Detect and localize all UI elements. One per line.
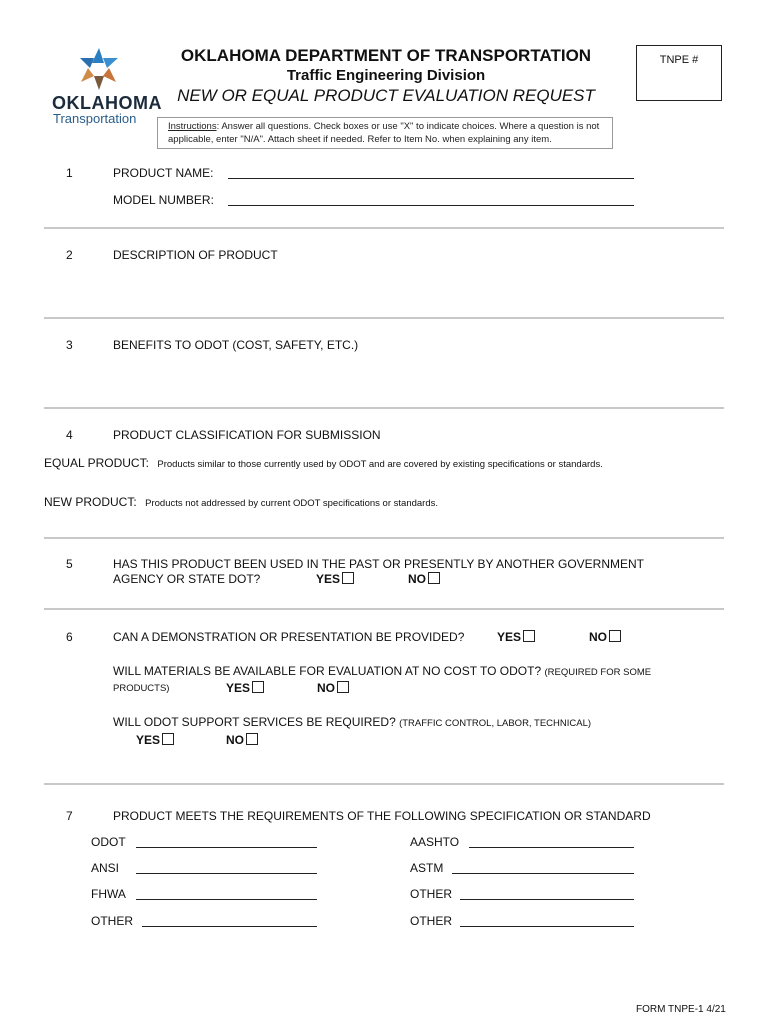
support-note: (TRAFFIC CONTROL, LABOR, TECHNICAL)	[399, 718, 592, 729]
model-number-label: MODEL NUMBER:	[113, 193, 214, 207]
no-checkbox[interactable]	[337, 681, 349, 693]
new-product-desc: Products not addressed by current ODOT specifications or standards.	[145, 498, 439, 509]
no-label: NO	[317, 681, 335, 695]
support-question	[113, 715, 591, 729]
aashto-label: AASHTO	[410, 835, 460, 849]
page-title: OKLAHOMA DEPARTMENT OF TRANSPORTATION	[180, 46, 592, 65]
aashto-field[interactable]	[469, 847, 634, 848]
instructions-label: Instructions	[168, 121, 217, 132]
fhwa-label: FHWA	[91, 887, 126, 901]
yes-checkbox[interactable]	[252, 681, 264, 693]
item-number-5: 5	[66, 557, 73, 571]
no-label: NO	[226, 733, 244, 747]
other-label-2: OTHER	[91, 914, 133, 928]
materials-no-option[interactable]	[317, 681, 349, 695]
tnpe-number-box[interactable]	[636, 45, 722, 101]
benefits-label: BENEFITS TO ODOT (COST, SAFETY, ETC.)	[113, 338, 359, 352]
item-number-6: 6	[66, 630, 73, 644]
section-divider	[44, 608, 724, 610]
ansi-field[interactable]	[136, 873, 317, 874]
item-number-1: 1	[66, 166, 73, 180]
odot-logo-star-icon	[76, 46, 122, 92]
equal-product-desc: Products similar to those currently used by ODOT and are covered by existing specifications or standards.	[157, 459, 603, 470]
item-number-3: 3	[66, 338, 73, 352]
equal-product-label: EQUAL PRODUCT:	[44, 456, 149, 470]
equal-product-row[interactable]	[44, 454, 603, 472]
support-question-text: WILL ODOT SUPPORT SERVICES BE REQUIRED?	[113, 715, 396, 729]
logo-subword: Transportation	[53, 111, 137, 126]
instructions-text: : Answer all questions. Check boxes or use "X" to indicate choices. Where a question is not applicable, enter "N/A". Attach sheet if needed. Refer to Item No. when explaining any item.	[168, 121, 600, 145]
section-divider	[44, 317, 724, 319]
yes-checkbox[interactable]	[342, 572, 354, 584]
ansi-label: ANSI	[91, 861, 120, 875]
demonstration-question: CAN A DEMONSTRATION OR PRESENTATION BE PROVIDED?	[113, 630, 465, 644]
astm-label: ASTM	[410, 861, 444, 875]
materials-yes-option[interactable]	[226, 681, 264, 695]
yes-label: YES	[136, 733, 161, 747]
new-product-row[interactable]	[44, 493, 438, 511]
other-field-3[interactable]	[460, 926, 634, 927]
yes-label: YES	[497, 630, 522, 644]
no-checkbox[interactable]	[609, 630, 621, 642]
support-no-option[interactable]	[226, 733, 258, 747]
model-number-field[interactable]	[228, 205, 634, 206]
other-label-3: OTHER	[410, 914, 452, 928]
item-number-2: 2	[66, 248, 73, 262]
materials-question	[113, 664, 651, 678]
tnpe-label: TNPE #	[659, 54, 699, 66]
yes-label: YES	[316, 572, 341, 586]
no-checkbox[interactable]	[246, 733, 258, 745]
other-field-1[interactable]	[460, 899, 634, 900]
astm-field[interactable]	[452, 873, 634, 874]
instructions-box	[157, 117, 613, 149]
item5-no-option[interactable]	[408, 572, 440, 586]
fhwa-field[interactable]	[136, 899, 317, 900]
item-number-4: 4	[66, 428, 73, 442]
demo-yes-option[interactable]	[497, 630, 535, 644]
section-divider	[44, 227, 724, 229]
yes-checkbox[interactable]	[523, 630, 535, 642]
other-field-2[interactable]	[142, 926, 317, 927]
odot-label: ODOT	[91, 835, 126, 849]
item-number-7: 7	[66, 809, 73, 823]
description-label: DESCRIPTION OF PRODUCT	[113, 248, 278, 262]
section-divider	[44, 407, 724, 409]
item5-question-line1: HAS THIS PRODUCT BEEN USED IN THE PAST OR PRESENTLY BY ANOTHER GOVERNMENT	[113, 557, 644, 571]
materials-note: (REQUIRED FOR SOME	[544, 667, 652, 678]
form-number: FORM TNPE-1 4/21	[636, 1004, 726, 1015]
materials-note-cont: PRODUCTS)	[113, 683, 170, 694]
classification-label: PRODUCT CLASSIFICATION FOR SUBMISSION	[113, 428, 381, 442]
other-label-1: OTHER	[410, 887, 452, 901]
yes-label: YES	[226, 681, 251, 695]
benefits-field[interactable]	[113, 358, 723, 402]
support-yes-option[interactable]	[136, 733, 174, 747]
product-name-field[interactable]	[228, 178, 634, 179]
no-label: NO	[589, 630, 607, 644]
section-divider	[44, 783, 724, 785]
new-product-label: NEW PRODUCT:	[44, 495, 137, 509]
yes-checkbox[interactable]	[162, 733, 174, 745]
item5-question-line2: AGENCY OR STATE DOT?	[113, 572, 261, 586]
no-label: NO	[408, 572, 426, 586]
description-field[interactable]	[113, 268, 723, 312]
no-checkbox[interactable]	[428, 572, 440, 584]
section-divider	[44, 537, 724, 539]
specification-label: PRODUCT MEETS THE REQUIREMENTS OF THE FOLLOWING SPECIFICATION OR STANDARD	[113, 809, 651, 823]
odot-field[interactable]	[136, 847, 317, 848]
product-name-label: PRODUCT NAME:	[113, 166, 214, 180]
logo-wordmark: OKLAHOMA	[52, 93, 162, 113]
materials-question-text: WILL MATERIALS BE AVAILABLE FOR EVALUATION AT NO COST TO ODOT?	[113, 664, 542, 678]
form-title: NEW OR EQUAL PRODUCT EVALUATION REQUEST	[177, 86, 595, 105]
demo-no-option[interactable]	[589, 630, 621, 644]
division-name: Traffic Engineering Division	[286, 67, 486, 84]
item5-yes-option[interactable]	[316, 572, 354, 586]
